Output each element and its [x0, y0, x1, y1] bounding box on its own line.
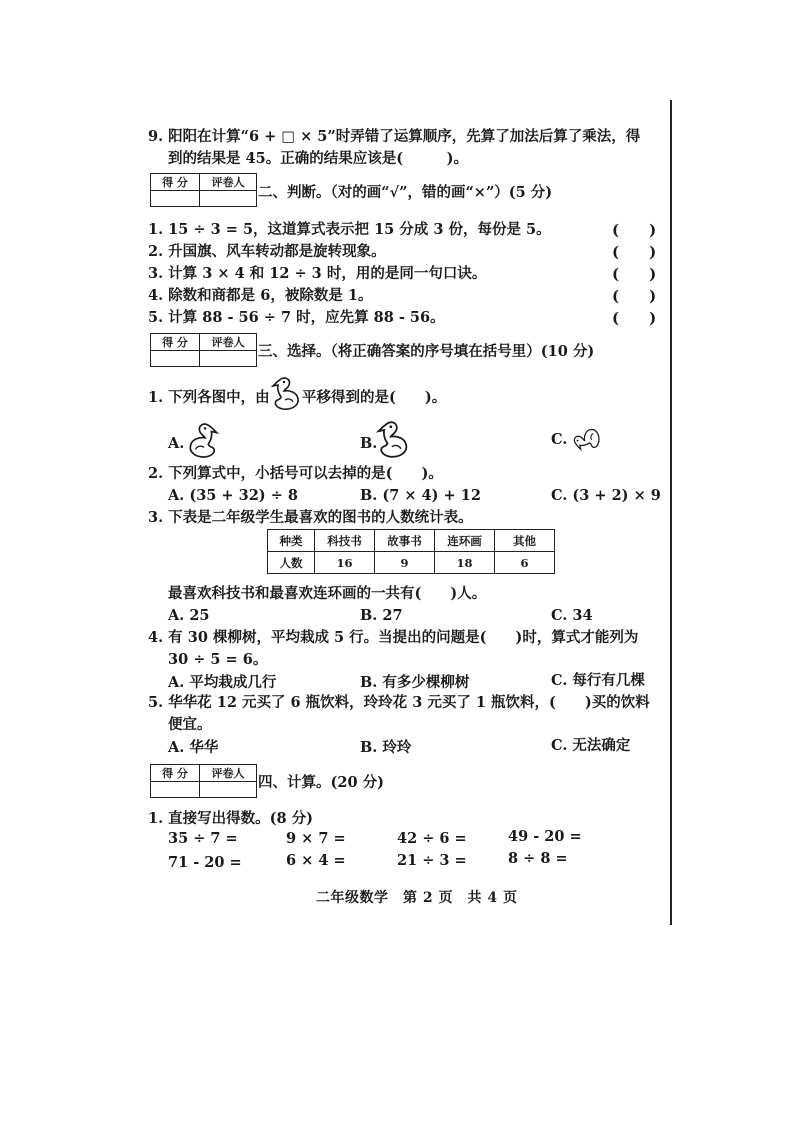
- table-header-cell: 连环画: [435, 530, 495, 552]
- table-header-cell: 故事书: [375, 530, 435, 552]
- grader-cell[interactable]: [200, 351, 257, 367]
- score-cell[interactable]: [151, 782, 200, 798]
- grader-label: 评卷人: [200, 174, 257, 191]
- choice-q4-option-b[interactable]: B. 有多少棵柳树: [360, 674, 470, 691]
- choice-q2-option-a[interactable]: A. (35 + 32) ÷ 8: [168, 487, 299, 504]
- choice-q3-stem: 3. 下表是二年级学生最喜欢的图书的人数统计表。: [148, 509, 473, 526]
- book-stats-table: [267, 529, 555, 574]
- table-header-cell: 其他: [495, 530, 555, 552]
- binding-line: [670, 100, 672, 925]
- table-row: [268, 552, 555, 574]
- calc-item[interactable]: 6 × 4 =: [286, 852, 346, 869]
- score-label: 得 分: [151, 765, 200, 782]
- q9-line1: 9. 阳阳在计算“6 + □ × 5”时弄错了运算顺序，先算了加法后算了乘法，得: [148, 128, 641, 145]
- score-box: [150, 173, 257, 207]
- choice-q2-option-b[interactable]: B. (7 × 4) + 12: [360, 487, 481, 504]
- table-cell: 16: [315, 552, 375, 574]
- duck-option-c-icon[interactable]: [567, 424, 607, 454]
- choice-q4-line1: 4. 有 30 棵柳树，平均栽成 5 行。当提出的问题是( )时，算式才能列为: [148, 629, 639, 646]
- table-cell: 18: [435, 552, 495, 574]
- score-box: [150, 333, 257, 367]
- duck-original-icon: [271, 375, 301, 413]
- calc-item[interactable]: 8 ÷ 8 =: [508, 850, 568, 867]
- duck-option-a-icon[interactable]: [186, 421, 220, 461]
- table-cell: 人数: [268, 552, 315, 574]
- section-4-title: 四、计算。(20 分): [258, 774, 384, 791]
- choice-q2-stem: 2. 下列算式中，小括号可以去掉的是( )。: [148, 465, 443, 482]
- choice-q4-option-c[interactable]: C. 每行有几棵: [551, 672, 645, 689]
- choice-q5-option-a[interactable]: A. 华华: [168, 739, 219, 756]
- table-header-cell: 科技书: [315, 530, 375, 552]
- calc-item[interactable]: 49 - 20 =: [508, 828, 582, 845]
- grader-label: 评卷人: [200, 765, 257, 782]
- score-box: [150, 764, 257, 798]
- calc-item[interactable]: 9 × 7 =: [286, 830, 346, 847]
- judge-answer-5[interactable]: ( ): [612, 309, 657, 327]
- calc-item[interactable]: 35 ÷ 7 =: [168, 830, 238, 847]
- judge-item-5: 5. 计算 88 - 56 ÷ 7 时，应先算 88 - 56。: [148, 309, 445, 326]
- choice-q1-option-a-label[interactable]: A.: [168, 435, 185, 452]
- choice-q1-option-c-label[interactable]: C.: [551, 431, 568, 448]
- duck-option-b-icon[interactable]: [376, 419, 410, 461]
- table-header-row: [268, 530, 555, 552]
- score-cell[interactable]: [151, 191, 200, 207]
- choice-q5-option-b[interactable]: B. 玲玲: [360, 739, 412, 756]
- choice-q3-option-b[interactable]: B. 27: [360, 607, 403, 624]
- grader-cell[interactable]: [200, 191, 257, 207]
- section-2-title: 二、判断。（对的画“√”，错的画“×”）(5 分): [258, 184, 553, 201]
- q9-line2: 到的结果是 45。正确的结果应该是( )。: [168, 150, 468, 167]
- table-cell: 9: [375, 552, 435, 574]
- choice-q1-stem-post: 平移得到的是( )。: [302, 389, 447, 406]
- choice-q1-option-b-label[interactable]: B.: [360, 435, 378, 452]
- choice-q3-option-a[interactable]: A. 25: [168, 607, 210, 624]
- judge-answer-1[interactable]: ( ): [612, 221, 657, 239]
- choice-q5-option-c[interactable]: C. 无法确定: [551, 737, 631, 754]
- grader-cell[interactable]: [200, 782, 257, 798]
- choice-q4-line2: 30 ÷ 5 = 6。: [168, 651, 268, 668]
- calc-item[interactable]: 71 - 20 =: [168, 854, 242, 871]
- judge-answer-3[interactable]: ( ): [612, 265, 657, 283]
- section-3-title: 三、选择。（将正确答案的序号填在括号里）(10 分): [258, 343, 595, 360]
- judge-item-2: 2. 升国旗、风车转动都是旋转现象。: [148, 243, 386, 260]
- choice-q4-option-a[interactable]: A. 平均栽成几行: [168, 674, 277, 691]
- score-label: 得 分: [151, 334, 200, 351]
- calc-item[interactable]: 42 ÷ 6 =: [397, 830, 467, 847]
- calc-q1-title: 1. 直接写出得数。(8 分): [148, 810, 314, 827]
- table-header-cell: 种类: [268, 530, 315, 552]
- judge-item-4: 4. 除数和商都是 6，被除数是 1。: [148, 287, 373, 304]
- choice-q5-line1: 5. 华华花 12 元买了 6 瓶饮料，玲玲花 3 元买了 1 瓶饮料，( )买的饮料: [148, 694, 650, 711]
- table-cell: 6: [495, 552, 555, 574]
- score-label: 得 分: [151, 174, 200, 191]
- choice-q3-option-c[interactable]: C. 34: [551, 607, 593, 624]
- judge-answer-4[interactable]: ( ): [612, 287, 657, 305]
- judge-item-1: 1. 15 ÷ 3 = 5，这道算式表示把 15 分成 3 份，每份是 5。: [148, 221, 551, 238]
- choice-q2-option-c[interactable]: C. (3 + 2) × 9: [551, 487, 661, 504]
- grader-label: 评卷人: [200, 334, 257, 351]
- judge-item-3: 3. 计算 3 × 4 和 12 ÷ 3 时，用的是同一句口诀。: [148, 265, 487, 282]
- calc-item[interactable]: 21 ÷ 3 =: [397, 852, 467, 869]
- score-cell[interactable]: [151, 351, 200, 367]
- judge-answer-2[interactable]: ( ): [612, 243, 657, 261]
- choice-q5-line2: 便宜。: [168, 716, 212, 733]
- page-footer: 二年级数学 第 2 页 共 4 页: [316, 890, 518, 906]
- choice-q3-followup: 最喜欢科技书和最喜欢连环画的一共有( )人。: [168, 585, 487, 602]
- choice-q1-stem-pre: 1. 下列各图中，由: [148, 389, 270, 406]
